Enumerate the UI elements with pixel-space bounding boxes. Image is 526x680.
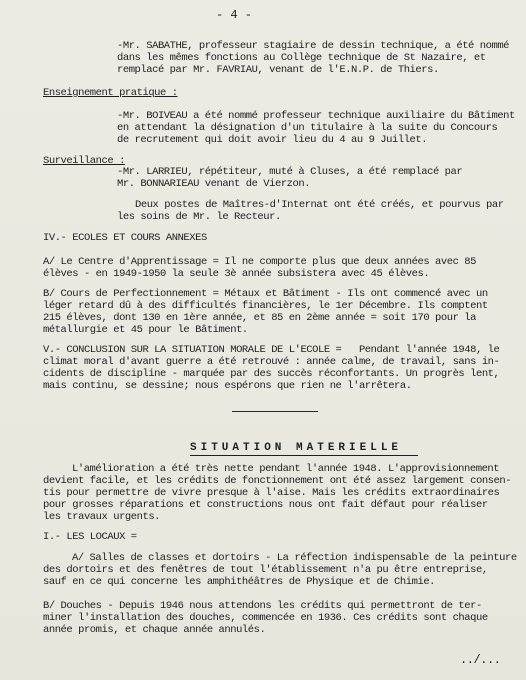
text-line: -Mr. BOIVEAU a été nommé professeur technique auxiliaire du Bâtiment bbox=[117, 110, 515, 122]
section-heading: I.- LES LOCAUX = bbox=[43, 531, 137, 543]
text-line: élèves - en 1949-1950 la seule 3è année subsistera avec 45 élèves. bbox=[43, 268, 430, 280]
text-line: remplacé par Mr. FAVRIAU, venant de l'E.N.P. de Thiers. bbox=[117, 64, 439, 76]
section-divider bbox=[232, 411, 318, 412]
text-line: L'amélioration a été très nette pendant l'année 1948. L'approvisionnement bbox=[72, 463, 500, 475]
text-line: dans les mêmes fonctions au Collège technique de St Nazaire, et bbox=[117, 52, 486, 64]
title-underline bbox=[190, 455, 418, 456]
text-line: B/ Douches - Depuis 1946 nous attendons les crédits qui permettront de ter- bbox=[43, 600, 482, 612]
text-line: A/ Le Centre d'Apprentissage = Il ne comporte plus que deux années avec 85 bbox=[43, 256, 476, 268]
text-line: métallurgie et 45 pour le Bâtiment. bbox=[43, 324, 248, 336]
text-line: miner l'installation des douches, commencée en 1936. Ces crédits sont chaque bbox=[43, 612, 488, 624]
text-line: des dortoirs et des fenêtres de tout l'établissement n'a pu être entreprise, bbox=[43, 564, 488, 576]
text-line: sauf en ce qui concerne les amphithéâtres de Physique et de Chimie. bbox=[43, 576, 436, 588]
text-line: -Mr. LARRIEU, répétiteur, muté à Cluses, a été remplacé par bbox=[117, 166, 463, 178]
text-line: mais continu, se dessine; nous espérons que rien ne l'arrêtera. bbox=[43, 380, 412, 392]
text-line: année promis, et chaque année annulés. bbox=[43, 624, 266, 636]
text-line: de recrutement qui doit avoir lieu du 4 au 9 Juillet. bbox=[117, 134, 428, 146]
section-heading: Enseignement pratique : bbox=[43, 87, 178, 99]
text-line: B/ Cours de Perfectionnement = Métaux et Bâtiment - Ils ont commencé avec un bbox=[43, 288, 488, 300]
text-line: climat moral d'avant guerre a été retrouvé : année calme, de travail, sans in- bbox=[43, 356, 500, 368]
page-number: - 4 - bbox=[216, 8, 253, 22]
text-line: pour grosses réparations et constructions nous ont fait défaut pour réaliser bbox=[43, 499, 488, 511]
text-line: 215 élèves, dont 130 en 1ère année, et 85 en 2ème année = soit 170 pour la bbox=[43, 312, 476, 324]
text-line: tis pour permettre de vivre presque à l'aise. Mais les crédits extraordinaires bbox=[43, 487, 500, 499]
text-line: cidents de discipline - marquée par des succès réconfortants. Un progrès lent, bbox=[43, 368, 500, 380]
text-line: en attendant la désignation d'un titulaire à la suite du Concours bbox=[117, 122, 498, 134]
text-line: -Mr. SABATHE, professeur stagiaire de dessin technique, a été nommé bbox=[117, 40, 510, 52]
section-heading: Surveillance : bbox=[43, 155, 125, 167]
section-heading: IV.- ECOLES ET COURS ANNEXES bbox=[43, 232, 207, 244]
text-line: A/ Salles de classes et dortoirs - La réfection indispensable de la peinture bbox=[72, 552, 517, 564]
section-title: SITUATION MATERIELLE bbox=[190, 442, 403, 454]
text-line: Deux postes de Maîtres-d'Internat ont été créés, et pourvus par bbox=[135, 199, 504, 211]
text-line: Mr. BONNARIEAU venant de Vierzon. bbox=[117, 178, 311, 190]
text-line: V.- CONCLUSION SUR LA SITUATION MORALE DE L'ECOLE = Pendant l'année 1948, le bbox=[43, 344, 500, 356]
text-line: devient facile, et les crédits de fonctionnement ont été assez largement consen- bbox=[43, 475, 512, 487]
text-line: léger retard dû à des difficultés financières, le 1er Décembre. Ils comptent bbox=[43, 300, 488, 312]
text-line: les soins de Mr. le Recteur. bbox=[117, 211, 281, 223]
text-line: les travaux urgents. bbox=[43, 511, 161, 523]
continuation-mark: ../... bbox=[460, 653, 501, 667]
